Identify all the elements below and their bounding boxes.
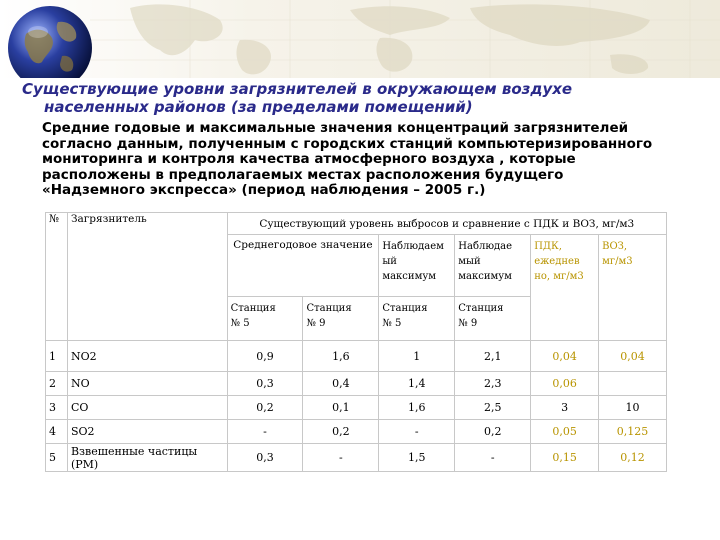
header-observed-max-2: [455, 235, 531, 297]
cell: 0,12: [599, 444, 667, 472]
header-text: Станция: [306, 303, 352, 314]
cell: 1,6: [379, 396, 455, 420]
header-text: мг/м3: [602, 256, 633, 267]
table-row: [46, 341, 667, 372]
subtitle-line: расположены в предполагаемых местах расположения будущего: [42, 166, 564, 183]
header-text: максимум: [458, 271, 512, 282]
subtitle-line: согласно данным, полученным с городских станций компьютеризированного: [42, 135, 653, 152]
subtitle: [42, 121, 717, 199]
cell: 0,04: [531, 341, 599, 372]
header-text: ый: [382, 256, 397, 267]
cell: -: [227, 420, 303, 444]
row-num: 3: [46, 396, 68, 420]
table-row: [46, 372, 667, 396]
cell: 0,9: [227, 341, 303, 372]
header-station-5b: [379, 297, 455, 341]
cell: 3: [531, 396, 599, 420]
header-station-5: [227, 297, 303, 341]
header-text: Станция: [230, 303, 276, 314]
cell: 0,3: [227, 372, 303, 396]
header-num: №: [46, 213, 68, 341]
row-name: SO2: [67, 420, 227, 444]
row-name: NO: [67, 372, 227, 396]
header-text: максимум: [382, 271, 437, 282]
cell: 1,4: [379, 372, 455, 396]
cell: [599, 372, 667, 396]
header-pdk: [531, 235, 599, 341]
title-line-1: Существующие уровни загрязнителей в окружающем воздухе: [22, 80, 573, 98]
cell: 0,2: [455, 420, 531, 444]
cell: -: [455, 444, 531, 472]
world-map-image: [90, 0, 720, 78]
table-row: [46, 396, 667, 420]
header-text: Станция: [458, 303, 504, 314]
header-text: № 5: [382, 318, 402, 329]
cell: 10: [599, 396, 667, 420]
cell: 1,5: [379, 444, 455, 472]
header-text: ежеднев: [534, 256, 580, 267]
header-station-9b: [455, 297, 531, 341]
header-text: Наблюдае: [458, 241, 513, 252]
row-num: 1: [46, 341, 68, 372]
cell: 0,3: [227, 444, 303, 472]
header-text: ВОЗ,: [602, 241, 628, 252]
header-observed-max: [379, 235, 455, 297]
cell: 0,15: [531, 444, 599, 472]
header-text: мый: [458, 256, 481, 267]
pollutants-table: [45, 212, 667, 472]
row-name: CO: [67, 396, 227, 420]
table-row: [46, 420, 667, 444]
row-name: Взвешенные частицы (PM): [67, 444, 227, 472]
header-station-9: [303, 297, 379, 341]
subtitle-line: мониторинга и контроля качества атмосферного воздуха , которые: [42, 151, 576, 167]
cell: 0,125: [599, 420, 667, 444]
header-text: Наблюдаем: [382, 241, 444, 252]
page-title: [22, 80, 712, 116]
cell: 1,6: [303, 341, 379, 372]
cell: 0,2: [227, 396, 303, 420]
cell: -: [303, 444, 379, 472]
cell: 2,5: [455, 396, 531, 420]
cell: 0,04: [599, 341, 667, 372]
header-text: Станция: [382, 303, 428, 314]
globe-icon: [6, 4, 94, 78]
cell: 2,3: [455, 372, 531, 396]
row-num: 5: [46, 444, 68, 472]
header-text: № 9: [306, 318, 326, 329]
row-name: NO2: [67, 341, 227, 372]
cell: 0,06: [531, 372, 599, 396]
header-text: № 5: [230, 318, 250, 329]
row-num: 4: [46, 420, 68, 444]
cell: 1: [379, 341, 455, 372]
subtitle-line: «Надземного экспресса» (период наблюдения – 2005 г.): [42, 182, 486, 198]
header-text: № 9: [458, 318, 478, 329]
header-text: но, мг/м3: [534, 271, 584, 282]
table-row: [46, 444, 667, 472]
cell: -: [379, 420, 455, 444]
header-text: ПДК,: [534, 241, 562, 252]
cell: 2,1: [455, 341, 531, 372]
header-pollutant: Загрязнитель: [67, 213, 227, 341]
subtitle-line: Средние годовые и максимальные значения концентраций загрязнителей: [42, 120, 629, 136]
header-who: [599, 235, 667, 341]
header-annual: Среднегодовое значение: [227, 235, 379, 297]
cell: 0,4: [303, 372, 379, 396]
title-line-2: населенных районов (за пределами помещений): [44, 98, 473, 116]
header-banner: [0, 0, 720, 78]
row-num: 2: [46, 372, 68, 396]
cell: 0,1: [303, 396, 379, 420]
header-group: Существующий уровень выбросов и сравнение с ПДК и ВОЗ, мг/м3: [227, 213, 666, 235]
cell: 0,2: [303, 420, 379, 444]
cell: 0,05: [531, 420, 599, 444]
